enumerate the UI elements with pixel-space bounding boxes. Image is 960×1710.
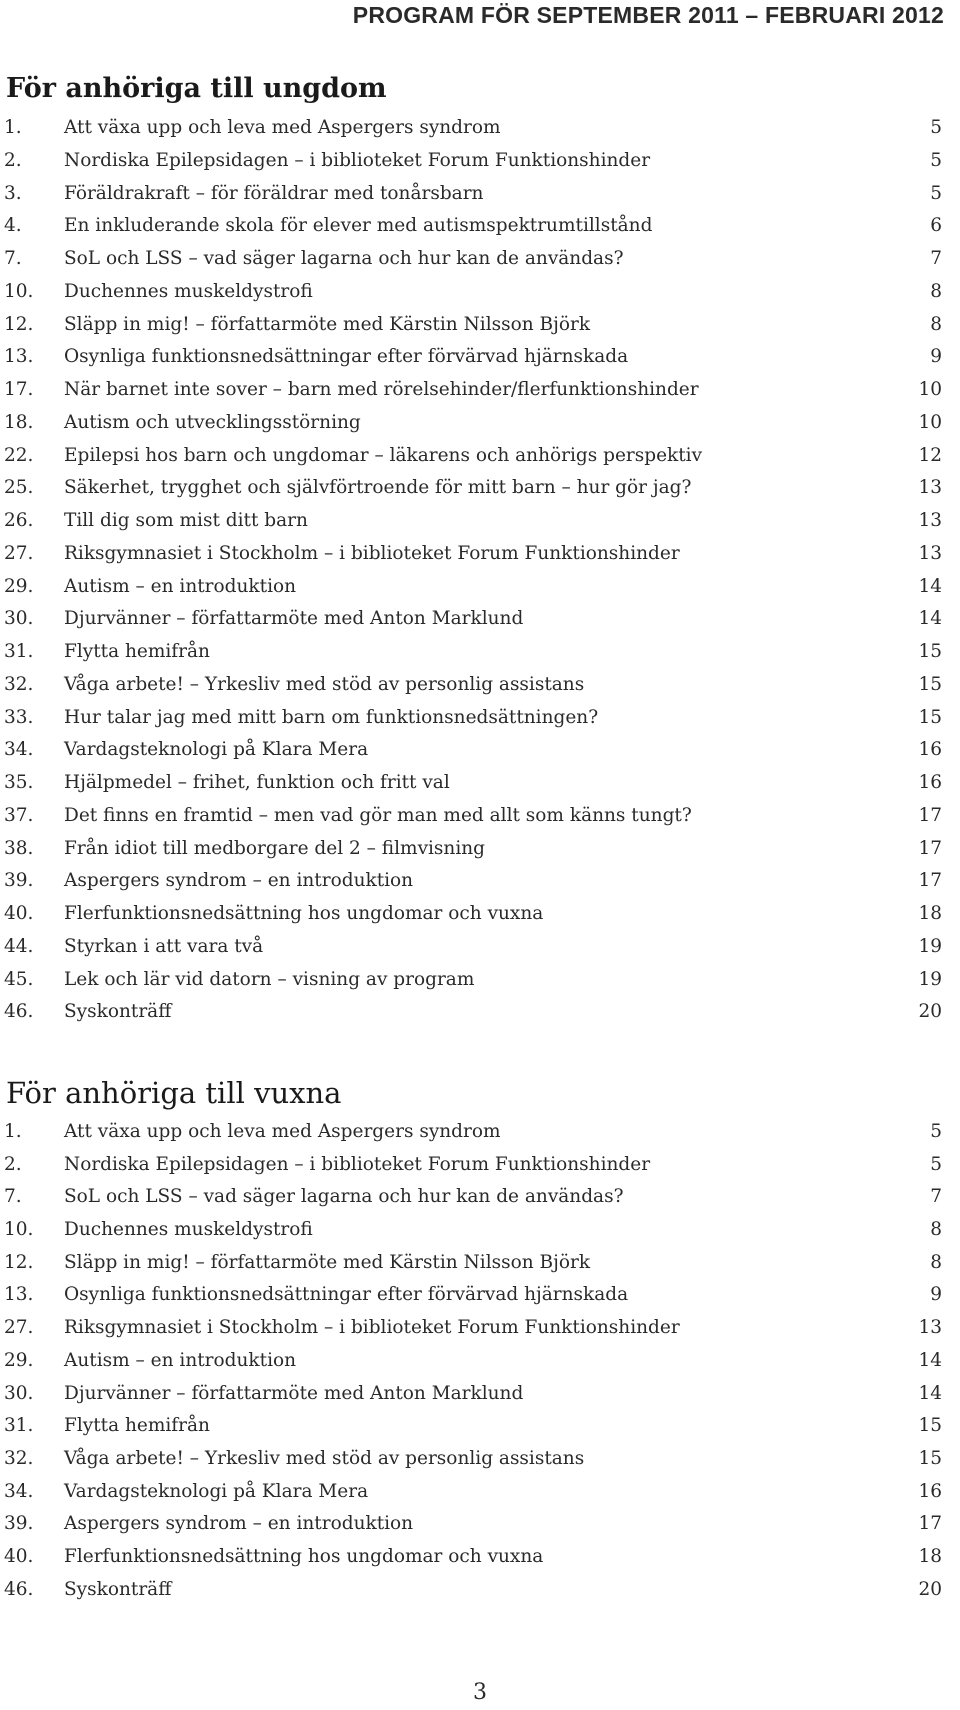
entry-number: 31. [4, 1415, 34, 1437]
entry-title: Syskonträff [64, 1578, 172, 1600]
toc-entry [0, 833, 960, 866]
entry-title: Nordiska Epilepsidagen – i biblioteket Forum Funktionshinder [64, 1153, 651, 1175]
entry-number: 33. [4, 706, 34, 728]
entry-number: 44. [4, 935, 34, 957]
entry-number: 38. [4, 837, 34, 859]
entry-page-number: 5 [930, 182, 942, 204]
entry-page-number: 15 [918, 673, 942, 695]
entry-number: 7. [4, 248, 22, 269]
entry-page-number: 15 [918, 641, 942, 662]
entry-number: 27. [4, 1317, 34, 1339]
toc-entry [0, 145, 960, 178]
entry-page-number: 6 [930, 215, 942, 237]
entry-number: 34. [4, 1480, 34, 1502]
toc-entry [0, 1214, 960, 1247]
toc-entry [0, 341, 960, 374]
entry-title: Flerfunktionsnedsättning hos ungdomar och vuxna [64, 903, 544, 924]
entry-title: Djurvänner – författarmöte med Anton Marklund [64, 608, 524, 630]
entry-number: 30. [4, 608, 34, 630]
toc-entry [0, 1247, 960, 1280]
toc-entry [0, 702, 960, 735]
entry-page-number: 8 [930, 1251, 942, 1273]
entry-title: Autism – en introduktion [64, 1349, 297, 1371]
toc-entry [0, 1312, 960, 1345]
entry-number: 26. [4, 510, 34, 531]
toc-entry [0, 472, 960, 505]
toc-entry [0, 931, 960, 964]
entry-page-number: 19 [918, 935, 942, 957]
entry-number: 22. [4, 444, 34, 466]
toc-entry [0, 996, 960, 1029]
entry-number: 34. [4, 739, 34, 761]
toc-entry [0, 898, 960, 931]
section-title: För anhöriga till vuxna [6, 1076, 342, 1110]
entry-number: 40. [4, 1545, 34, 1567]
entry-title: Våga arbete! – Yrkesliv med stöd av personlig assistans [64, 1447, 585, 1469]
toc-entry [0, 309, 960, 342]
entry-title: Epilepsi hos barn och ungdomar – läkarens och anhörigs perspektiv [64, 444, 703, 466]
toc-entry [0, 964, 960, 997]
entry-page-number: 5 [930, 117, 942, 138]
entry-page-number: 5 [930, 149, 942, 171]
entry-title: Till dig som mist ditt barn [64, 510, 308, 531]
entry-page-number: 7 [930, 248, 942, 269]
toc-entry [0, 407, 960, 440]
entry-page-number: 16 [918, 739, 942, 761]
entry-page-number: 9 [930, 346, 942, 368]
entry-title: Duchennes muskeldystrofi [64, 280, 313, 302]
toc-entry [0, 112, 960, 145]
entry-page-number: 17 [918, 870, 942, 892]
entry-number: 13. [4, 346, 34, 368]
entry-number: 1. [4, 117, 22, 138]
entry-title: Att växa upp och leva med Aspergers syndrom [64, 1121, 501, 1142]
entry-page-number: 13 [918, 510, 942, 531]
entry-title: Riksgymnasiet i Stockholm – i biblioteket Forum Funktionshinder [64, 542, 680, 564]
entry-number: 45. [4, 968, 34, 990]
toc-entry [0, 800, 960, 833]
entry-number: 32. [4, 1447, 34, 1469]
toc-entry [0, 636, 960, 669]
entry-page-number: 13 [918, 542, 942, 564]
entry-number: 32. [4, 673, 34, 695]
section-title: För anhöriga till ungdom [6, 73, 387, 104]
entry-page-number: 17 [918, 804, 942, 826]
entry-page-number: 16 [918, 1480, 942, 1502]
toc-entry [0, 1149, 960, 1182]
entry-page-number: 17 [918, 837, 942, 859]
entry-page-number: 15 [918, 1415, 942, 1437]
entry-title: Styrkan i att vara två [64, 935, 264, 957]
entry-number: 29. [4, 575, 34, 597]
toc-list [0, 112, 960, 1029]
entry-title: Flytta hemifrån [64, 641, 210, 662]
entry-number: 7. [4, 1186, 22, 1208]
section-youth [0, 66, 960, 1029]
entry-page-number: 18 [918, 1545, 942, 1567]
entry-number: 18. [4, 411, 34, 433]
entry-page-number: 14 [918, 1349, 942, 1371]
entry-title: Flytta hemifrån [64, 1415, 210, 1437]
entry-title: Nordiska Epilepsidagen – i biblioteket Forum Funktionshinder [64, 149, 651, 171]
entry-page-number: 20 [918, 1001, 942, 1023]
toc-entry [0, 669, 960, 702]
page-number: 3 [473, 1680, 487, 1705]
entry-number: 1. [4, 1121, 22, 1142]
entry-title: Riksgymnasiet i Stockholm – i biblioteket Forum Funktionshinder [64, 1317, 680, 1339]
section-adults [0, 1070, 960, 1606]
entry-number: 39. [4, 870, 34, 892]
entry-page-number: 8 [930, 280, 942, 302]
entry-title: Aspergers syndrom – en introduktion [64, 1513, 414, 1535]
toc-entry [0, 865, 960, 898]
toc-entry [0, 374, 960, 407]
entry-number: 29. [4, 1349, 34, 1371]
entry-number: 31. [4, 641, 34, 662]
entry-title: Föräldrakraft – för föräldrar med tonårsbarn [64, 182, 484, 204]
entry-number: 46. [4, 1578, 34, 1600]
entry-number: 3. [4, 182, 22, 204]
entry-title: Duchennes muskeldystrofi [64, 1219, 313, 1241]
entry-title: Våga arbete! – Yrkesliv med stöd av personlig assistans [64, 673, 585, 695]
toc-entry [0, 1345, 960, 1378]
entry-title: Lek och lär vid datorn – visning av program [64, 968, 475, 990]
entry-number: 27. [4, 542, 34, 564]
toc-entry [0, 276, 960, 309]
entry-page-number: 15 [918, 706, 942, 728]
entry-number: 2. [4, 149, 22, 171]
entry-title: Hjälpmedel – frihet, funktion och fritt val [64, 772, 450, 793]
toc-entry [0, 571, 960, 604]
toc-entry [0, 767, 960, 800]
entry-title: Vardagsteknologi på Klara Mera [64, 1480, 369, 1502]
entry-page-number: 8 [930, 1219, 942, 1241]
entry-page-number: 13 [918, 477, 942, 499]
entry-page-number: 7 [930, 1186, 942, 1208]
entry-page-number: 12 [918, 444, 942, 466]
entry-page-number: 14 [918, 608, 942, 630]
toc-entry [0, 505, 960, 538]
entry-page-number: 19 [918, 968, 942, 990]
entry-page-number: 13 [918, 1317, 942, 1339]
entry-title: Släpp in mig! – författarmöte med Kärstin Nilsson Björk [64, 313, 591, 335]
toc-entry [0, 1279, 960, 1312]
toc-entry [0, 603, 960, 636]
entry-page-number: 14 [918, 1382, 942, 1404]
entry-title: Släpp in mig! – författarmöte med Kärstin Nilsson Björk [64, 1251, 591, 1273]
entry-number: 12. [4, 1251, 34, 1273]
toc-entry [0, 1508, 960, 1541]
toc-entry [0, 1116, 960, 1149]
toc-list [0, 1116, 960, 1606]
entry-number: 37. [4, 804, 34, 826]
entry-number: 10. [4, 280, 34, 302]
entry-page-number: 14 [918, 575, 942, 597]
entry-number: 35. [4, 772, 34, 793]
entry-number: 10. [4, 1219, 34, 1241]
entry-number: 4. [4, 215, 22, 237]
entry-title: En inkluderande skola för elever med autismspektrumtillstånd [64, 215, 653, 237]
entry-number: 46. [4, 1001, 34, 1023]
toc-entry [0, 1476, 960, 1509]
entry-page-number: 20 [918, 1578, 942, 1600]
toc-entry [0, 1181, 960, 1214]
entry-page-number: 16 [918, 772, 942, 793]
entry-title: Säkerhet, trygghet och självförtroende för mitt barn – hur gör jag? [64, 477, 692, 499]
entry-page-number: 10 [918, 411, 942, 433]
entry-number: 39. [4, 1513, 34, 1535]
toc-entry [0, 538, 960, 571]
entry-title: När barnet inte sover – barn med rörelsehinder/flerfunktionshinder [64, 379, 699, 400]
entry-title: SoL och LSS – vad säger lagarna och hur kan de användas? [64, 1186, 624, 1208]
entry-page-number: 9 [930, 1284, 942, 1306]
entry-number: 13. [4, 1284, 34, 1306]
entry-title: Det finns en framtid – men vad gör man med allt som känns tungt? [64, 804, 692, 826]
entry-number: 12. [4, 313, 34, 335]
entry-number: 40. [4, 903, 34, 924]
toc-entry [0, 1410, 960, 1443]
entry-title: Syskonträff [64, 1001, 172, 1023]
toc-entry [0, 440, 960, 473]
entry-number: 25. [4, 477, 34, 499]
entry-page-number: 18 [918, 903, 942, 924]
program-header: PROGRAM FÖR SEPTEMBER 2011 – FEBRUARI 2012 [352, 2, 944, 28]
toc-entry [0, 1541, 960, 1574]
entry-number: 30. [4, 1382, 34, 1404]
entry-title: Osynliga funktionsnedsättningar efter förvärvad hjärnskada [64, 1284, 629, 1306]
toc-entry [0, 1378, 960, 1411]
entry-number: 2. [4, 1153, 22, 1175]
toc-entry [0, 178, 960, 211]
entry-title: Aspergers syndrom – en introduktion [64, 870, 414, 892]
entry-title: Från idiot till medborgare del 2 – filmvisning [64, 837, 486, 859]
entry-page-number: 15 [918, 1447, 942, 1469]
entry-page-number: 8 [930, 313, 942, 335]
toc-entry [0, 734, 960, 767]
entry-title: Djurvänner – författarmöte med Anton Marklund [64, 1382, 524, 1404]
toc-entry [0, 1443, 960, 1476]
entry-title: Osynliga funktionsnedsättningar efter förvärvad hjärnskada [64, 346, 629, 368]
entry-title: Vardagsteknologi på Klara Mera [64, 739, 369, 761]
entry-title: Flerfunktionsnedsättning hos ungdomar och vuxna [64, 1545, 544, 1567]
entry-page-number: 5 [930, 1153, 942, 1175]
toc-entry [0, 1574, 960, 1607]
entry-number: 17. [4, 379, 34, 400]
entry-page-number: 10 [918, 379, 942, 400]
entry-title: Hur talar jag med mitt barn om funktionsnedsättningen? [64, 706, 599, 728]
entry-title: Autism – en introduktion [64, 575, 297, 597]
toc-entry [0, 210, 960, 243]
entry-page-number: 17 [918, 1513, 942, 1535]
entry-title: Autism och utvecklingsstörning [64, 411, 361, 433]
entry-page-number: 5 [930, 1121, 942, 1142]
entry-title: SoL och LSS – vad säger lagarna och hur kan de användas? [64, 248, 624, 269]
toc-entry [0, 243, 960, 276]
entry-title: Att växa upp och leva med Aspergers syndrom [64, 117, 501, 138]
